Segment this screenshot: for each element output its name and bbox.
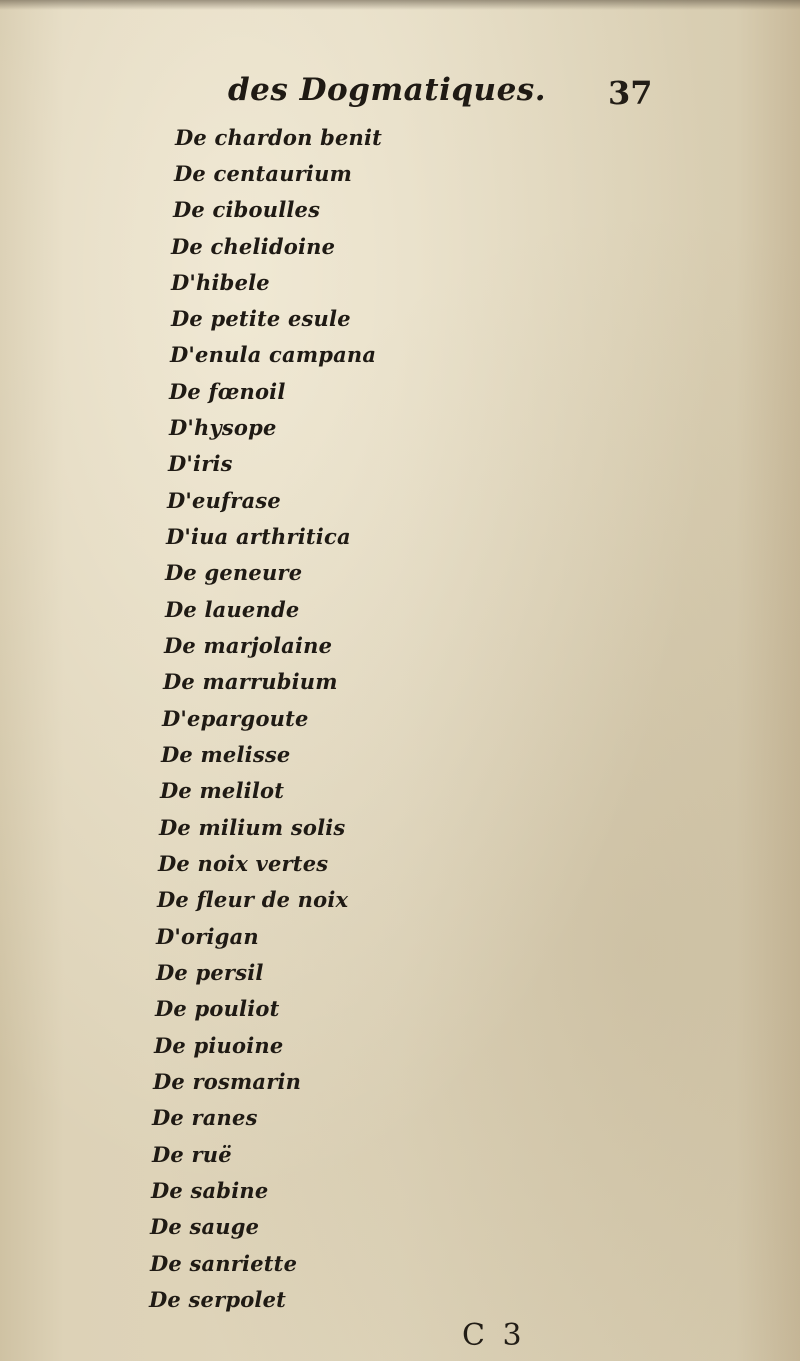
list-item: De petite esule — [171, 306, 351, 331]
list-item: De melisse — [161, 742, 291, 767]
signature-mark: C 3 — [462, 1318, 526, 1353]
list-item: De pouliot — [155, 996, 280, 1021]
list-item: De sauge — [150, 1214, 260, 1239]
list-item: De ruë — [152, 1142, 232, 1167]
list-item: De marjolaine — [164, 633, 333, 658]
list-item: De fœnoil — [169, 379, 286, 404]
list-item: D'eufrase — [167, 488, 281, 513]
list-item: D'iua arthritica — [166, 524, 351, 549]
list-item: D'hysope — [169, 415, 277, 440]
list-item: D'epargoute — [162, 706, 309, 731]
list-item: D'iris — [168, 451, 233, 476]
running-header: des Dogmatiques. — [228, 72, 547, 108]
list-item: De milium solis — [159, 815, 346, 840]
list-item: De serpolet — [149, 1287, 287, 1312]
list-item: De fleur de noix — [157, 887, 349, 912]
list-item: D'enula campana — [170, 342, 377, 367]
list-item: De rosmarin — [153, 1069, 302, 1094]
list-item: D'origan — [156, 924, 259, 949]
list-item: De lauende — [165, 597, 300, 622]
list-item: De chelidoine — [171, 234, 336, 259]
page-number: 37 — [608, 74, 653, 112]
list-item: De ranes — [152, 1105, 258, 1130]
list-item: De chardon benit — [175, 125, 383, 150]
list-item: De centaurium — [174, 161, 353, 186]
list-item: De ciboulles — [173, 197, 321, 222]
list-item: De persil — [156, 960, 264, 985]
list-item: De sanriette — [150, 1251, 298, 1276]
list-item: De noix vertes — [158, 851, 329, 876]
list-item: De melilot — [160, 778, 285, 803]
list-item: De marrubium — [163, 669, 338, 694]
list-item: De piuoine — [154, 1033, 284, 1058]
list-item: De geneure — [165, 560, 303, 585]
list-item: De sabine — [151, 1178, 269, 1203]
list-item: D'hibele — [171, 270, 270, 295]
